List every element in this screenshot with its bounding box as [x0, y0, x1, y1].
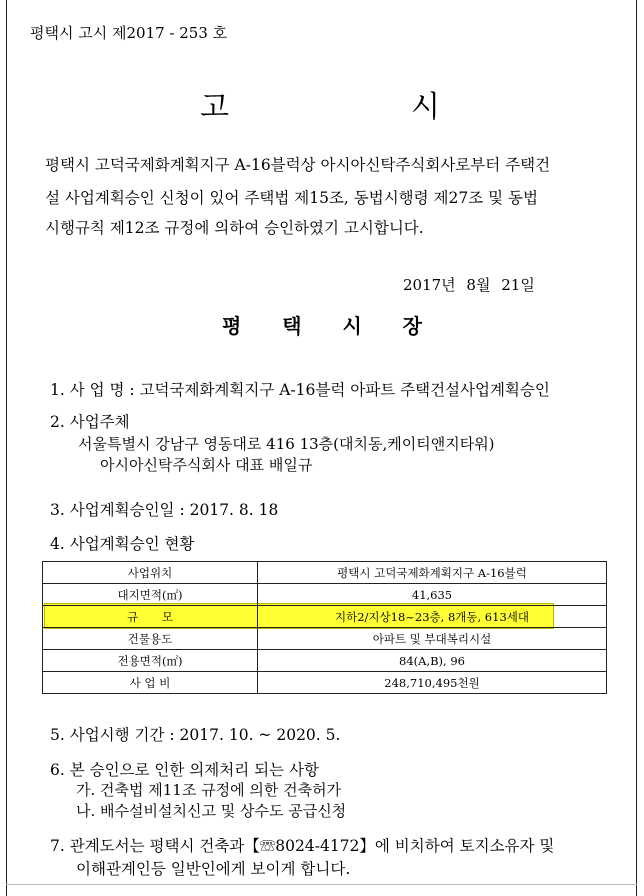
page-border-right — [636, 0, 637, 896]
item-project-period: 5. 사업시행 기간 : 2017. 10. ~ 2020. 5. — [50, 726, 341, 744]
table-row — [43, 562, 607, 584]
document-title — [200, 82, 440, 126]
item-documents-line-1: 7. 관계도서는 평택시 건축과【☏8024-4172】에 비치하여 토지소유자 및 — [50, 837, 555, 855]
item-approval-status: 4. 사업계획승인 현황 — [50, 535, 195, 553]
table-row — [43, 584, 607, 606]
row-value: 248,710,495천원 — [258, 672, 607, 694]
body-line-1: 평택시 고덕국제화계획지구 A-16블럭상 아시아신탁주식회사로부터 주택건 — [45, 156, 551, 174]
issuer-char-4: 장 — [402, 314, 422, 338]
notice-date: 2017년 8월 21일 — [403, 276, 535, 294]
owner-company: 아시아신탁주식회사 대표 배일규 — [100, 456, 313, 474]
notice-number: 평택시 고시 제2017 - 253 호 — [30, 24, 228, 42]
deemed-matter-a: 가. 건축법 제11조 규정에 의한 건축허가 — [76, 781, 342, 799]
item-approval-date: 3. 사업계획승인일 : 2017. 8. 18 — [50, 501, 279, 519]
item-deemed-matters: 6. 본 승인으로 인한 의제처리 되는 사항 — [50, 761, 319, 779]
approval-status-table — [42, 561, 607, 694]
row-label: 대지면적(㎡) — [43, 584, 258, 606]
body-line-3: 시행규칙 제12조 규정에 의하여 승인하였기 고시합니다. — [45, 219, 424, 237]
item-project-name: 1. 사 업 명 : 고덕국제화계획지구 A-16블럭 아파트 주택건설사업계획승인 — [50, 381, 550, 399]
row-value: 41,635 — [258, 584, 607, 606]
row-value: 지하2/지상18~23층, 8개동, 613세대 — [258, 606, 607, 628]
issuer-char-1: 평 — [222, 314, 242, 338]
page-border-left — [6, 0, 7, 896]
table-row — [43, 628, 607, 650]
table-row — [43, 650, 607, 672]
item-project-owner: 2. 사업주체 — [50, 413, 130, 431]
row-label: 규 모 — [43, 606, 258, 628]
row-label: 사 업 비 — [43, 672, 258, 694]
body-line-2: 설 사업계획승인 신청이 있어 주택법 제15조, 동법시행령 제27조 및 동법 — [45, 189, 538, 207]
row-value: 평택시 고덕국제화계획지구 A-16블럭 — [258, 562, 607, 584]
issuer-char-3: 시 — [342, 314, 362, 338]
title-char-1: 고 — [200, 90, 229, 125]
table-row-highlighted — [43, 606, 607, 628]
deemed-matter-b: 나. 배수설비설치신고 및 상수도 공급신청 — [76, 802, 347, 820]
row-label: 건물용도 — [43, 628, 258, 650]
title-char-2: 시 — [411, 90, 440, 125]
row-label: 사업위치 — [43, 562, 258, 584]
table-row — [43, 672, 607, 694]
issuer — [222, 310, 422, 339]
item-documents-line-2: 이해관계인등 일반인에게 보이게 합니다. — [76, 860, 351, 878]
row-value: 아파트 및 부대복리시설 — [258, 628, 607, 650]
issuer-char-2: 택 — [282, 314, 302, 338]
row-label: 전용면적(㎡) — [43, 650, 258, 672]
owner-address: 서울특별시 강남구 영동대로 416 13층(대치동,케이티앤지타워) — [78, 435, 495, 453]
row-value: 84(A,B), 96 — [258, 650, 607, 672]
page-border-bottom — [6, 884, 637, 885]
